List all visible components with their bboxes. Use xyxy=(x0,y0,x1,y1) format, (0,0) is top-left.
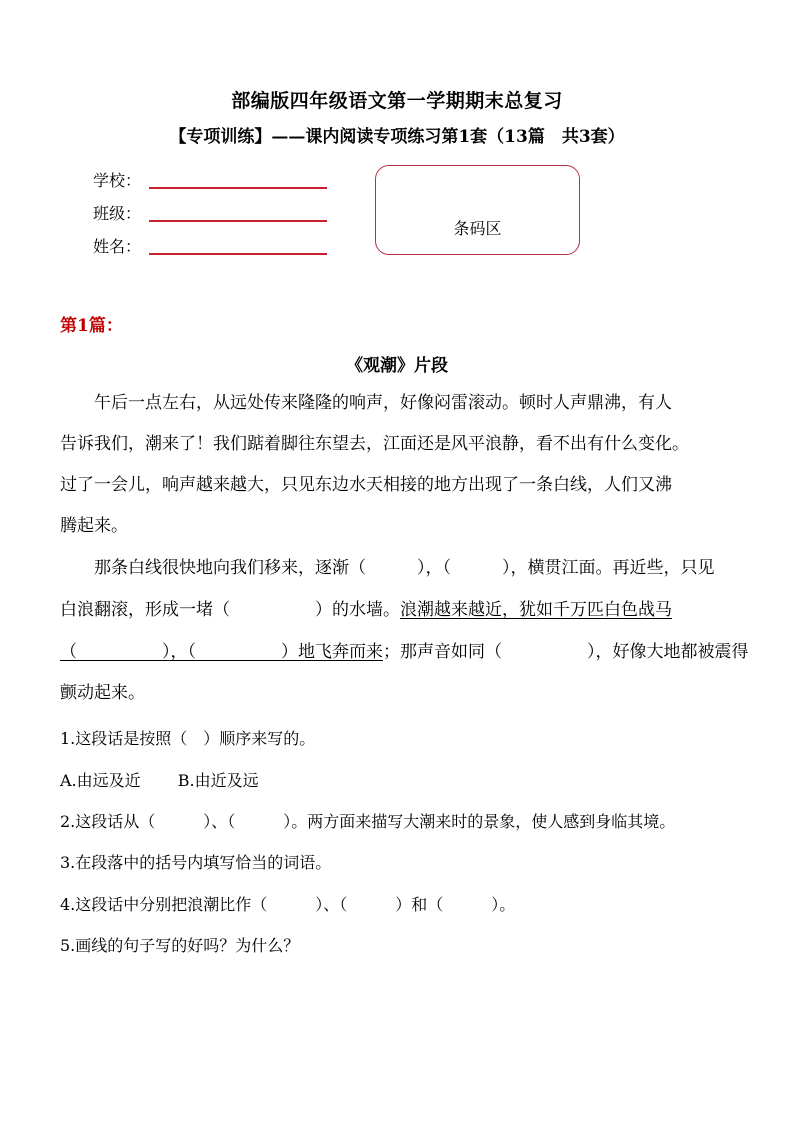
passage-text: 白浪翻滚，形成一堵（ ）的水墙。 xyxy=(60,600,400,620)
underlined-sentence: （ ），（ ）地飞奔而来 xyxy=(60,642,383,662)
question-1-options: A.由远及近 B.由近及远 xyxy=(60,771,259,790)
name-field[interactable] xyxy=(93,234,149,256)
class-label: 班级： xyxy=(93,204,142,223)
barcode-area xyxy=(375,165,580,255)
class-input-line[interactable] xyxy=(149,220,327,222)
passage-line: 腾起来。 xyxy=(60,516,128,536)
school-label: 学校： xyxy=(93,171,142,190)
passage-line xyxy=(60,632,749,673)
passage-title: 《观潮》片段 xyxy=(346,356,448,376)
passage-text: ；那声音如同（ ），好像大地都被震得 xyxy=(383,642,749,662)
question-2: 2.这段话从（ ）、（ ）。两方面来描写大潮来时的景象，使人感到身临其境。 xyxy=(60,812,676,831)
name-input-line[interactable] xyxy=(149,253,327,255)
question-3: 3.在段落中的括号内填写恰当的词语。 xyxy=(60,853,332,872)
barcode-label: 条码区 xyxy=(453,219,502,238)
school-field[interactable] xyxy=(93,168,149,190)
question-4: 4.这段话中分别把浪潮比作（ ）、（ ）和（ ）。 xyxy=(60,895,516,914)
document-subtitle: 【专项训练】——课内阅读专项练习第1套（13篇 共3套） xyxy=(169,127,625,147)
underlined-sentence: 浪潮越来越近，犹如千万匹白色战马 xyxy=(400,600,672,620)
name-label: 姓名： xyxy=(93,237,142,256)
document-title: 部编版四年级语文第一学期期末总复习 xyxy=(231,90,563,112)
question-1: 1.这段话是按照（ ）顺序来写的。 xyxy=(60,729,316,748)
question-5: 5.画线的句子写的好吗？为什么？ xyxy=(60,936,300,955)
passage-line: 颤动起来。 xyxy=(60,683,145,703)
school-input-line[interactable] xyxy=(149,187,327,189)
passage-line: 过了一会儿，响声越来越大，只见东边水天相接的地方出现了一条白线，人们又沸 xyxy=(60,475,672,495)
section-heading: 第1篇： xyxy=(60,316,123,336)
passage-line: 午后一点左右，从远处传来隆隆的响声，好像闷雷滚动。顿时人声鼎沸，有人 xyxy=(60,393,672,413)
passage-line xyxy=(60,590,672,631)
class-field[interactable] xyxy=(93,201,149,223)
passage-line: 告诉我们，潮来了！我们踮着脚往东望去，江面还是风平浪静，看不出有什么变化。 xyxy=(60,434,689,454)
passage-line: 那条白线很快地向我们移来，逐渐（ ），（ ），横贯江面。再近些，只见 xyxy=(60,558,715,578)
